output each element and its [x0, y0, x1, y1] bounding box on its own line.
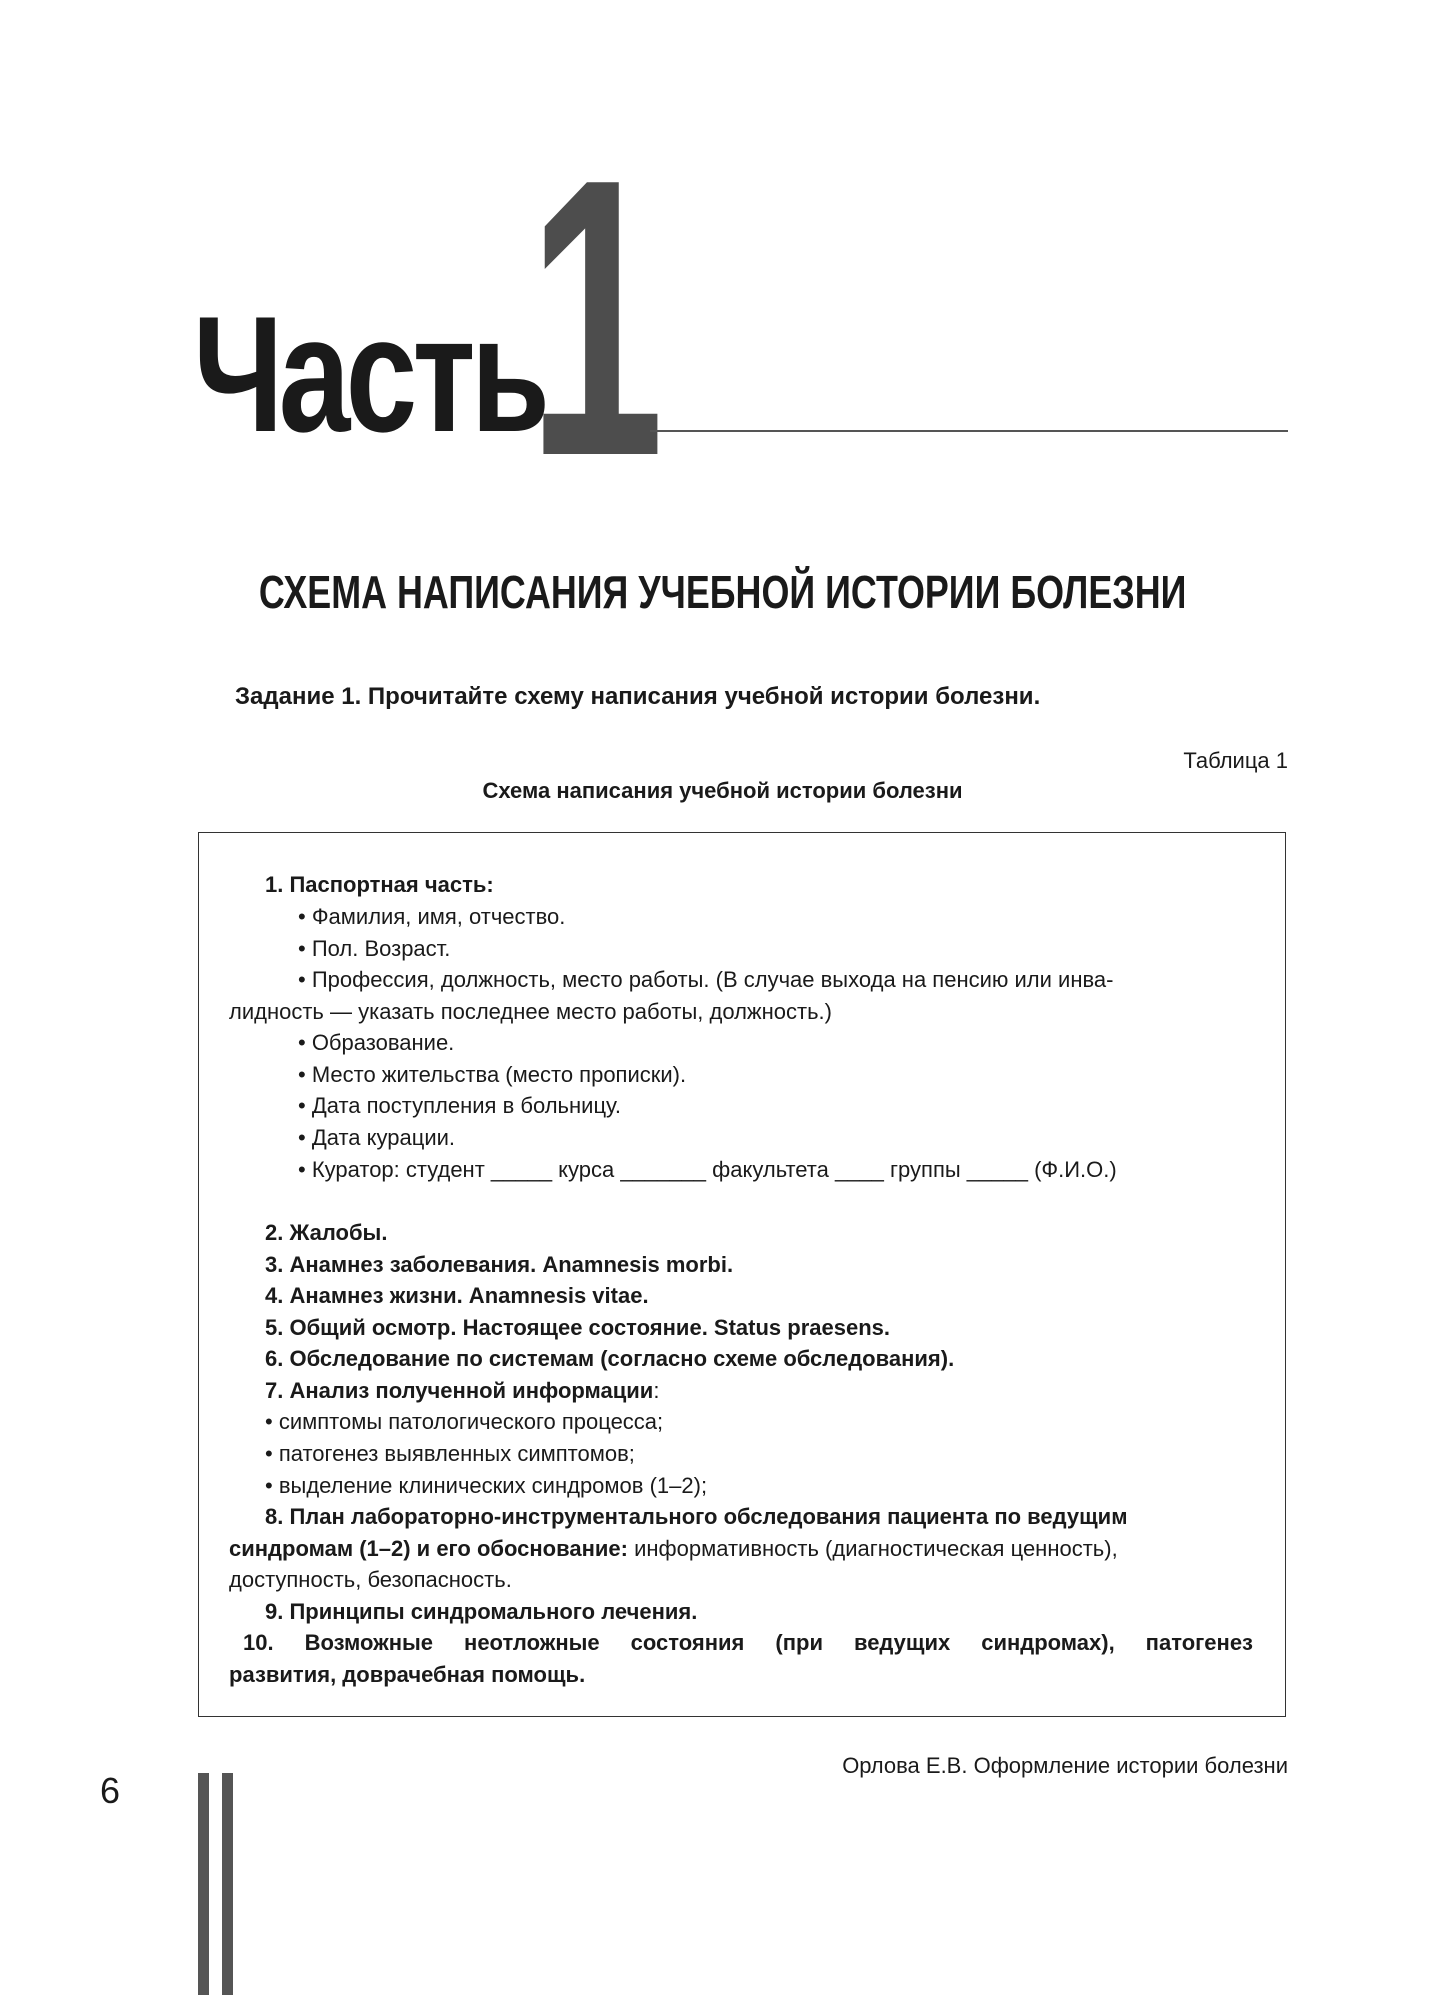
section-1-item-sex-age: • Пол. Возраст.: [298, 936, 451, 961]
section-8-rest: информативность (диагностическая ценность),: [627, 1536, 1118, 1561]
table-caption: Схема написания учебной истории болезни: [482, 778, 963, 803]
footer-credit: Орлова Е.В. Оформление истории болезни: [842, 1753, 1288, 1778]
section-2: 2. Жалобы.: [265, 1220, 388, 1245]
section-8-line-2: [229, 1533, 1253, 1565]
section-10-line-1: 10. Возможные неотложные состояния (при ведущих синдромах), патогенез: [243, 1630, 1253, 1655]
section-7-item-pathogenesis: • патогенез выявленных симптомов;: [265, 1441, 635, 1466]
section-3: 3. Анамнез заболевания. Anamnesis morbi.: [265, 1252, 734, 1277]
task-heading: Задание 1. Прочитайте схему написания учебной истории болезни.: [235, 683, 1041, 710]
section-1-title: 1. Паспортная часть:: [265, 872, 494, 897]
part-rule: [650, 430, 1288, 432]
section-1-item-education: • Образование.: [298, 1030, 455, 1055]
section-8-line-3: доступность, безопасность.: [229, 1567, 512, 1592]
section-7-item-symptoms: • симптомы патологического процесса;: [265, 1409, 664, 1434]
part-number: 1: [528, 96, 665, 538]
section-5: 5. Общий осмотр. Настоящее состояние. Status praesens.: [265, 1315, 890, 1340]
section-7: [265, 1375, 1289, 1407]
section-9: 9. Принципы синдромального лечения.: [265, 1599, 698, 1624]
section-1-item-residence: • Место жительства (место прописки).: [298, 1062, 687, 1087]
table-number: Таблица 1: [1183, 748, 1288, 773]
part-word: Часть: [193, 282, 546, 466]
section-7-item-syndromes: • выделение клинических синдромов (1–2);: [265, 1473, 708, 1498]
section-4: 4. Анамнез жизни. Anamnesis vitae.: [265, 1283, 649, 1308]
section-6: 6. Обследование по системам (согласно схеме обследования).: [265, 1346, 955, 1371]
section-7-colon: :: [653, 1378, 660, 1403]
section-1-item-admission-date: • Дата поступления в больницу.: [298, 1093, 621, 1118]
section-1-item-profession: • Профессия, должность, место работы. (В случае выхода на пенсию или инва-: [298, 967, 1114, 992]
section-1-item-name: • Фамилия, имя, отчество.: [298, 904, 566, 929]
section-10-line-2: развития, доврачебная помощь.: [229, 1662, 586, 1687]
margin-bar-right: [222, 1773, 233, 1995]
page-title-text: СХЕМА НАПИСАНИЯ УЧЕБНОЙ ИСТОРИИ БОЛЕЗНИ: [258, 566, 1187, 618]
margin-bar-left: [198, 1773, 209, 1995]
section-1-item-curation-date: • Дата курации.: [298, 1125, 456, 1150]
section-1-item-profession-cont: лидность — указать последнее место работы, должность.): [229, 999, 832, 1024]
section-8-line-1: 8. План лабораторно-инструментального обследования пациента по ведущим: [265, 1504, 1128, 1529]
section-1-item-curator: • Куратор: студент _____ курса _______ факультета ____ группы _____ (Ф.И.О.): [298, 1157, 1117, 1182]
page-title: [0, 565, 1445, 619]
page-number: 6: [100, 1770, 121, 1811]
section-8-bold: синдромам (1–2) и его обоснование:: [229, 1536, 628, 1561]
section-7-title: 7. Анализ полученной информации: [265, 1378, 654, 1403]
